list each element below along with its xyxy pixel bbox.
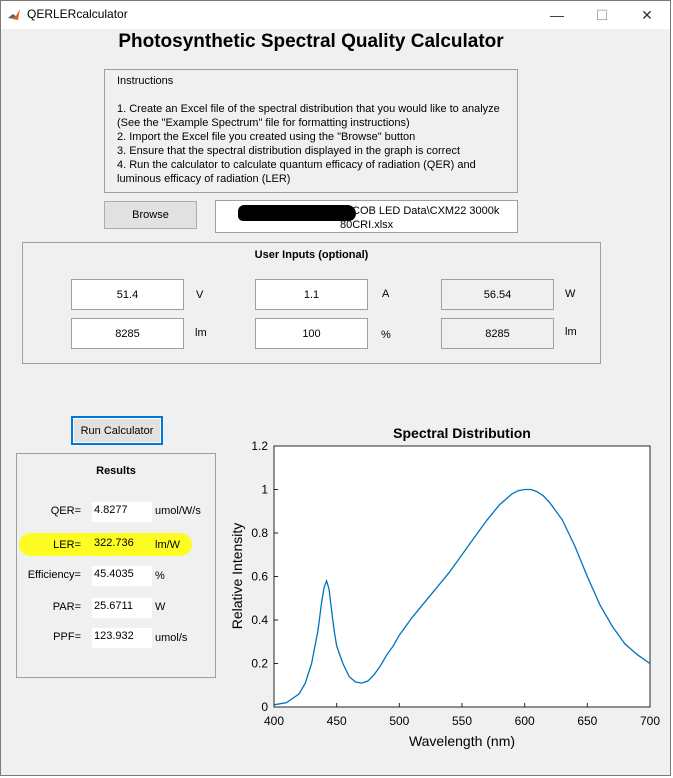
instruction-line: 3. Ensure that the spectral distribution displayed in the graph is correct [117, 145, 461, 157]
voltage-unit: V [196, 289, 204, 301]
close-button[interactable]: ✕ [641, 6, 653, 23]
qer-label: QER= [50, 505, 81, 517]
y-tick-label: 0.2 [251, 656, 268, 671]
y-tick-label: 1.2 [251, 439, 268, 453]
redaction-mark [238, 205, 356, 221]
spectral-chart [226, 419, 666, 755]
page-title: Photosynthetic Spectral Quality Calculator [118, 31, 504, 52]
x-tick-label: 550 [451, 714, 473, 728]
x-tick-label: 700 [639, 714, 661, 728]
x-axis-label: Wavelength (nm) [408, 733, 516, 749]
file-path-display [215, 200, 518, 233]
ler-value: 322.736 [94, 537, 134, 549]
instruction-line: 4. Run the calculator to calculate quantum efficacy of radiation (QER) and [117, 159, 476, 171]
ler-label: LER= [53, 539, 81, 551]
instructions-title: Instructions [117, 75, 174, 87]
ler-unit: lm/W [155, 539, 181, 551]
x-tick-label: 650 [577, 714, 598, 728]
y-tick-label: 0.4 [251, 613, 268, 627]
title-bar [1, 1, 670, 29]
lumens-unit: lm [195, 327, 207, 339]
qer-value: 4.8277 [92, 502, 152, 522]
power-unit: W [565, 288, 576, 300]
y-axis-label: Relative Intensity [229, 522, 245, 630]
y-tick-label: 0 [261, 700, 268, 714]
par-value: 25.6711 [92, 598, 152, 618]
maximize-button[interactable]: ☐ [595, 6, 609, 23]
y-tick-label: 1 [261, 482, 268, 497]
instruction-line: (See the "Example Spectrum" file for formatting instructions) [117, 117, 410, 129]
ppf-label: PPF= [53, 631, 81, 643]
x-tick-label: 600 [514, 714, 535, 728]
lumens-input[interactable]: 8285 [71, 318, 184, 349]
window-title: QERLERcalculator [27, 7, 128, 21]
plot-area [274, 446, 650, 707]
minimize-button[interactable]: — [550, 7, 564, 23]
voltage-input[interactable]: 51.4 [71, 279, 184, 310]
matlab-icon [7, 8, 21, 22]
file-path-line1: COB LED Data\CXM22 3000k [352, 205, 500, 217]
percent-input[interactable]: 100 [255, 318, 368, 349]
y-tick-label: 0.8 [251, 526, 268, 540]
efficiency-value: 45.4035 [92, 566, 152, 586]
ppf-value: 123.932 [92, 628, 152, 648]
results-title: Results [96, 465, 136, 477]
qer-unit: umol/W/s [155, 505, 201, 517]
instructions-panel [104, 69, 518, 193]
instruction-line: luminous efficacy of radiation (LER) [117, 173, 291, 185]
chart-title: Spectral Distribution [393, 425, 531, 441]
y-tick-label: 0.6 [251, 569, 268, 584]
current-unit: A [382, 288, 390, 300]
results-panel [16, 453, 216, 678]
x-tick-label: 400 [263, 714, 285, 728]
power-output: 56.54 [441, 279, 554, 310]
instruction-line: 1. Create an Excel file of the spectral distribution that you would like to analyze [117, 103, 500, 115]
efficiency-unit: % [155, 570, 165, 582]
current-input[interactable]: 1.1 [255, 279, 368, 310]
lumens-output: 8285 [441, 318, 554, 349]
efficiency-label: Efficiency= [27, 569, 81, 581]
file-path-line2: 80CRI.xlsx [340, 219, 394, 231]
lumens-output-unit: lm [565, 326, 577, 338]
run-calculator-button[interactable]: Run Calculator [71, 416, 163, 445]
user-inputs-title: User Inputs (optional) [254, 249, 369, 261]
browse-button[interactable]: Browse [104, 201, 197, 229]
x-tick-label: 450 [326, 714, 347, 728]
ppf-unit: umol/s [155, 632, 188, 644]
instruction-line: 2. Import the Excel file you created using the "Browse" button [117, 131, 416, 143]
percent-unit: % [381, 329, 391, 341]
par-unit: W [155, 601, 166, 613]
x-tick-label: 500 [389, 714, 410, 728]
user-inputs-panel [22, 242, 601, 364]
par-label: PAR= [52, 601, 81, 613]
